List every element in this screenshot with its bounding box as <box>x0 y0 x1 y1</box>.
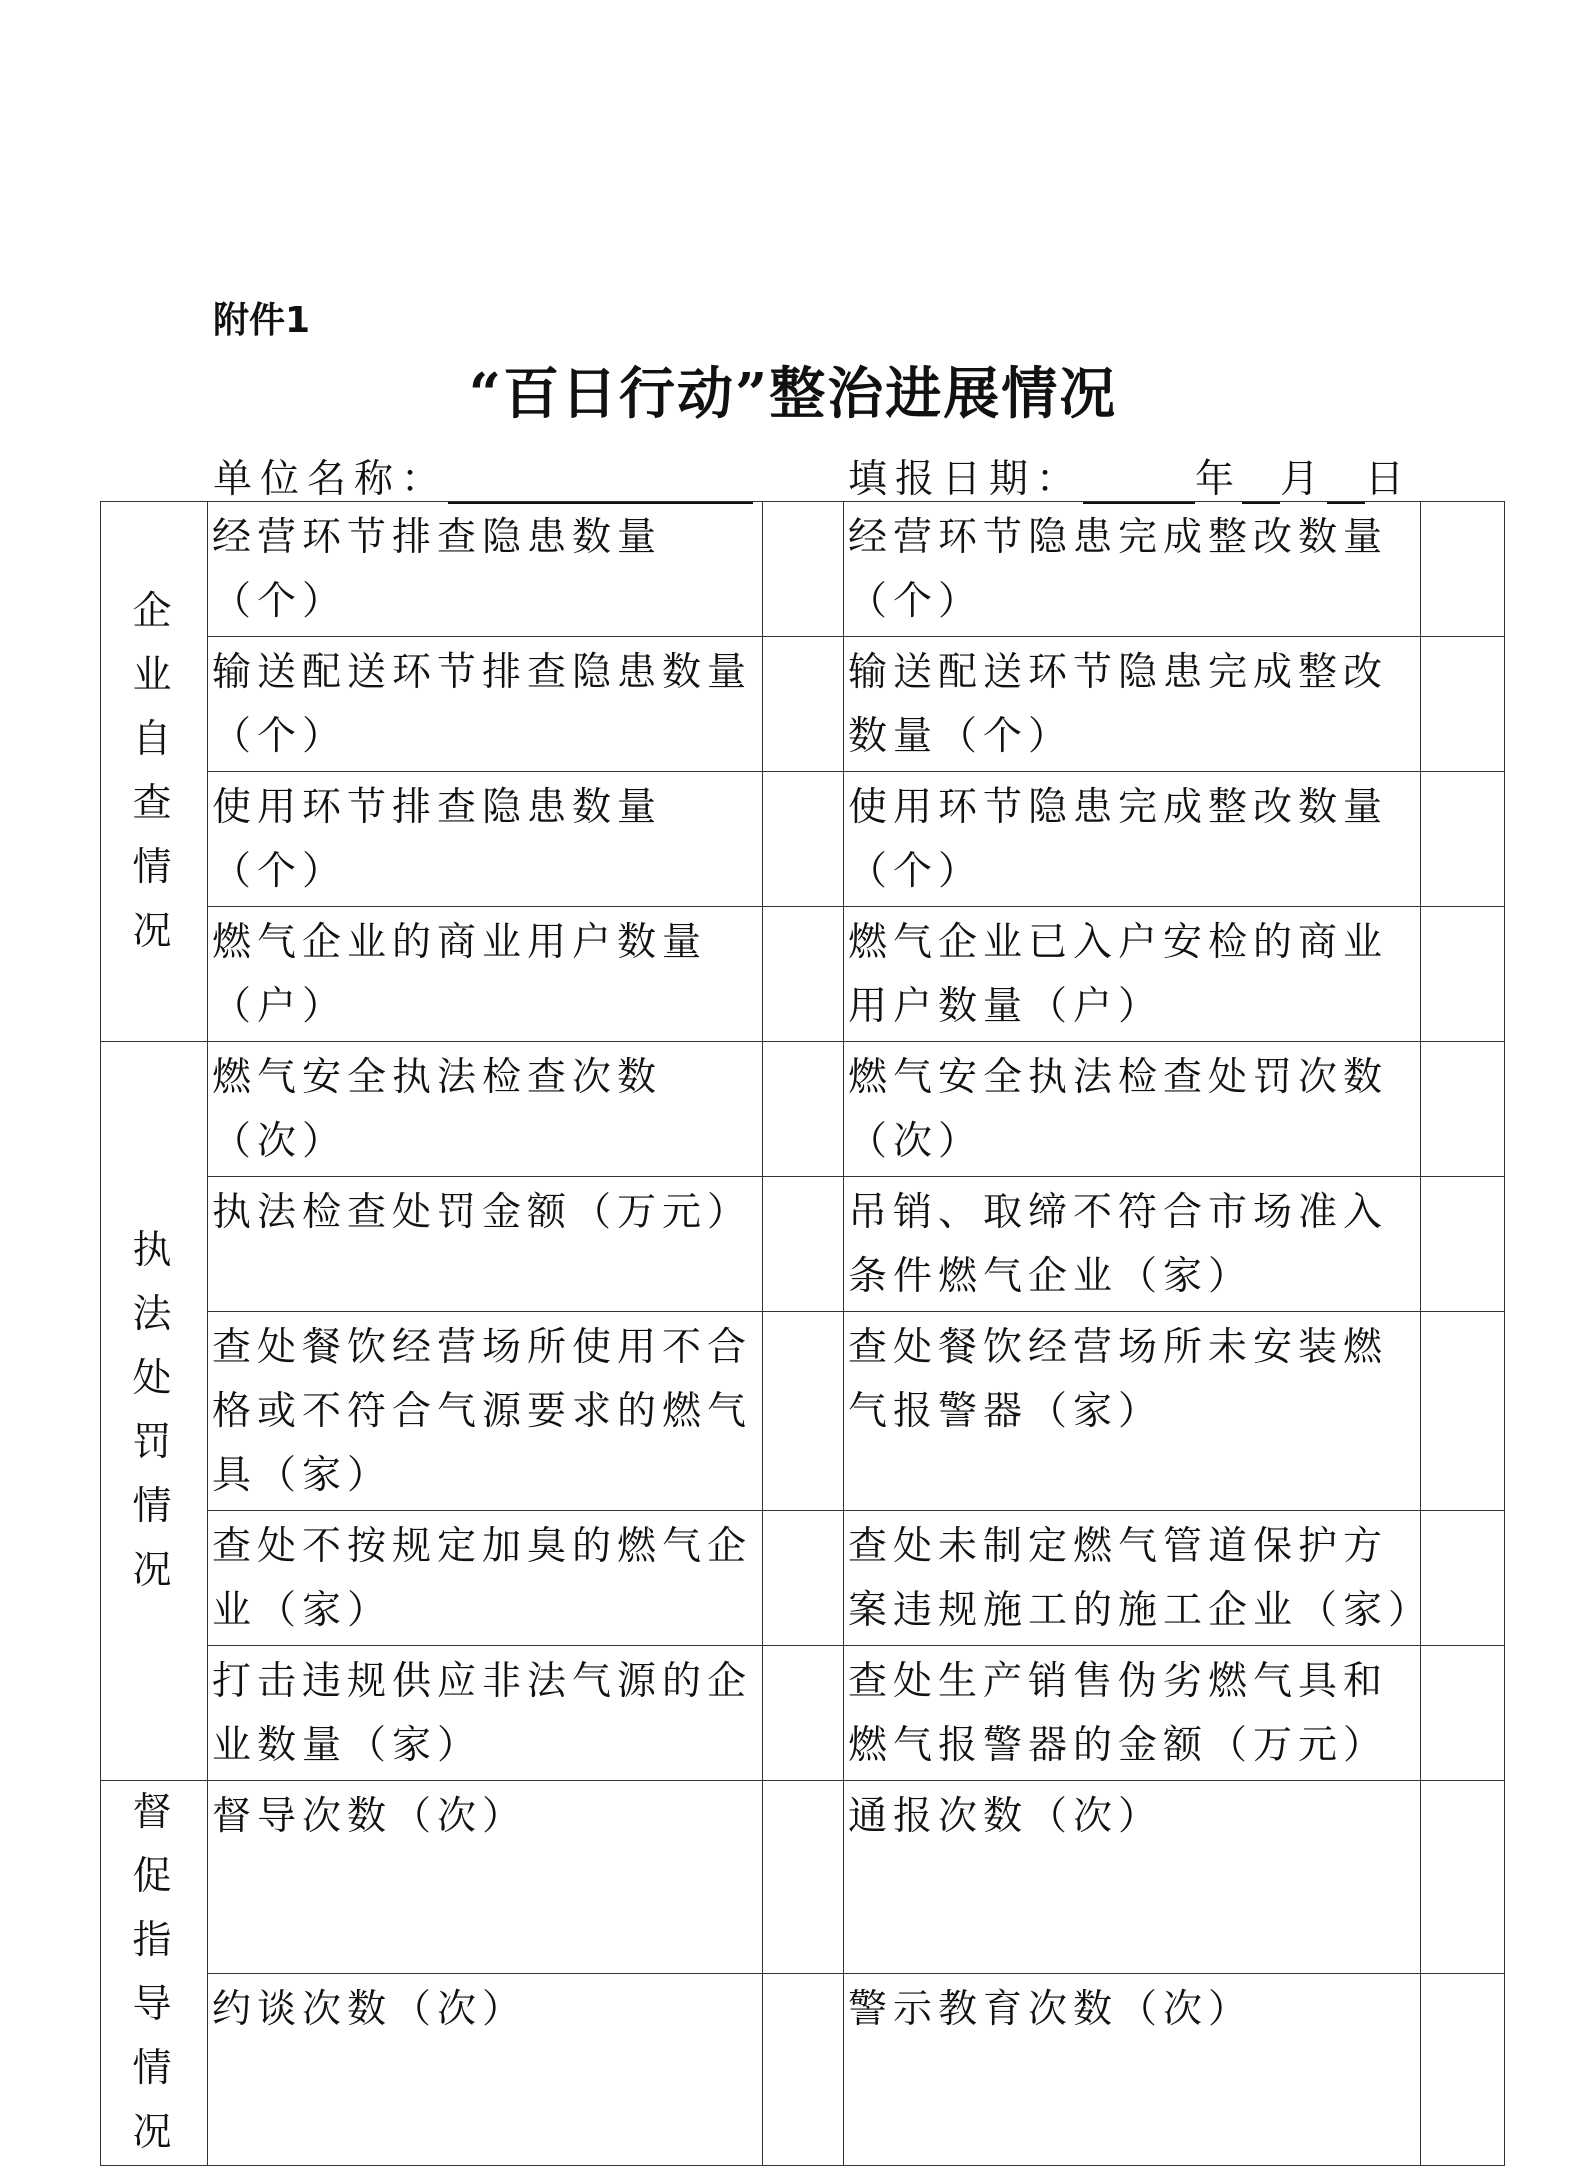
unit-name-row <box>213 448 753 504</box>
month-label: 月 <box>1280 457 1328 502</box>
table-row <box>101 1781 1505 1974</box>
unit-name-blank[interactable] <box>448 462 753 504</box>
year-label: 年 <box>1195 457 1243 502</box>
item-label: 打击违规供应非法气源的企业数量（家） <box>208 1646 763 1781</box>
day-blank[interactable] <box>1327 462 1365 504</box>
value-cell[interactable] <box>1421 907 1505 1042</box>
item-label: 经营环节排查隐患数量（个） <box>208 502 763 637</box>
value-cell[interactable] <box>763 907 844 1042</box>
item-label: 查处餐饮经营场所未安装燃气报警器（家） <box>844 1312 1421 1511</box>
unit-name-label: 单位名称： <box>213 457 449 502</box>
value-cell[interactable] <box>763 1511 844 1646</box>
month-blank[interactable] <box>1242 462 1280 504</box>
value-cell[interactable] <box>1421 1312 1505 1511</box>
table-row <box>101 637 1505 772</box>
attachment-label: 附件1 <box>213 300 311 341</box>
value-cell[interactable] <box>763 637 844 772</box>
document-title: “百日行动”整治进展情况 <box>468 361 1118 427</box>
item-label: 使用环节隐患完成整改数量（个） <box>844 772 1421 907</box>
item-label: 警示教育次数（次） <box>844 1973 1421 2166</box>
item-label: 经营环节隐患完成整改数量（个） <box>844 502 1421 637</box>
table-row <box>101 907 1505 1042</box>
day-label: 日 <box>1365 457 1413 502</box>
table-row <box>101 1312 1505 1511</box>
item-label: 燃气安全执法检查处罚次数（次） <box>844 1042 1421 1177</box>
item-label: 执法检查处罚金额（万元） <box>208 1177 763 1312</box>
value-cell[interactable] <box>1421 1042 1505 1177</box>
value-cell[interactable] <box>763 1781 844 1974</box>
value-cell[interactable] <box>1421 1177 1505 1312</box>
item-label: 查处未制定燃气管道保护方案违规施工的施工企业（家） <box>844 1511 1421 1646</box>
value-cell[interactable] <box>763 1177 844 1312</box>
value-cell[interactable] <box>1421 637 1505 772</box>
category-cell: 执法处罚情况 <box>101 1042 208 1781</box>
item-label: 吊销、取缔不符合市场准入条件燃气企业（家） <box>844 1177 1421 1312</box>
progress-table <box>100 501 1505 2166</box>
value-cell[interactable] <box>1421 1973 1505 2166</box>
category-cell: 督促指导情况 <box>101 1781 208 2166</box>
value-cell[interactable] <box>763 772 844 907</box>
table-row <box>101 1511 1505 1646</box>
fill-date-row <box>848 448 1412 504</box>
year-blank[interactable] <box>1083 462 1195 504</box>
value-cell[interactable] <box>763 1312 844 1511</box>
table-row <box>101 1973 1505 2166</box>
item-label: 督导次数（次） <box>208 1781 763 1974</box>
table-row <box>101 1646 1505 1781</box>
item-label: 输送配送环节排查隐患数量（个） <box>208 637 763 772</box>
table-row <box>101 1042 1505 1177</box>
value-cell[interactable] <box>763 1973 844 2166</box>
item-label: 查处餐饮经营场所使用不合格或不符合气源要求的燃气具（家） <box>208 1312 763 1511</box>
value-cell[interactable] <box>1421 1781 1505 1974</box>
item-label: 燃气企业的商业用户数量（户） <box>208 907 763 1042</box>
item-label: 查处生产销售伪劣燃气具和燃气报警器的金额（万元） <box>844 1646 1421 1781</box>
item-label: 输送配送环节隐患完成整改数量（个） <box>844 637 1421 772</box>
item-label: 使用环节排查隐患数量（个） <box>208 772 763 907</box>
value-cell[interactable] <box>763 1042 844 1177</box>
item-label: 燃气安全执法检查次数（次） <box>208 1042 763 1177</box>
item-label: 约谈次数（次） <box>208 1973 763 2166</box>
value-cell[interactable] <box>1421 1646 1505 1781</box>
value-cell[interactable] <box>1421 1511 1505 1646</box>
item-label: 燃气企业已入户安检的商业用户数量（户） <box>844 907 1421 1042</box>
value-cell[interactable] <box>763 1646 844 1781</box>
table-row <box>101 1177 1505 1312</box>
fill-date-label: 填报日期： <box>848 457 1084 502</box>
item-label: 通报次数（次） <box>844 1781 1421 1974</box>
item-label: 查处不按规定加臭的燃气企业（家） <box>208 1511 763 1646</box>
table-row <box>101 502 1505 637</box>
value-cell[interactable] <box>1421 772 1505 907</box>
value-cell[interactable] <box>1421 502 1505 637</box>
table-row <box>101 772 1505 907</box>
value-cell[interactable] <box>763 502 844 637</box>
category-cell: 企业自查情况 <box>101 502 208 1042</box>
